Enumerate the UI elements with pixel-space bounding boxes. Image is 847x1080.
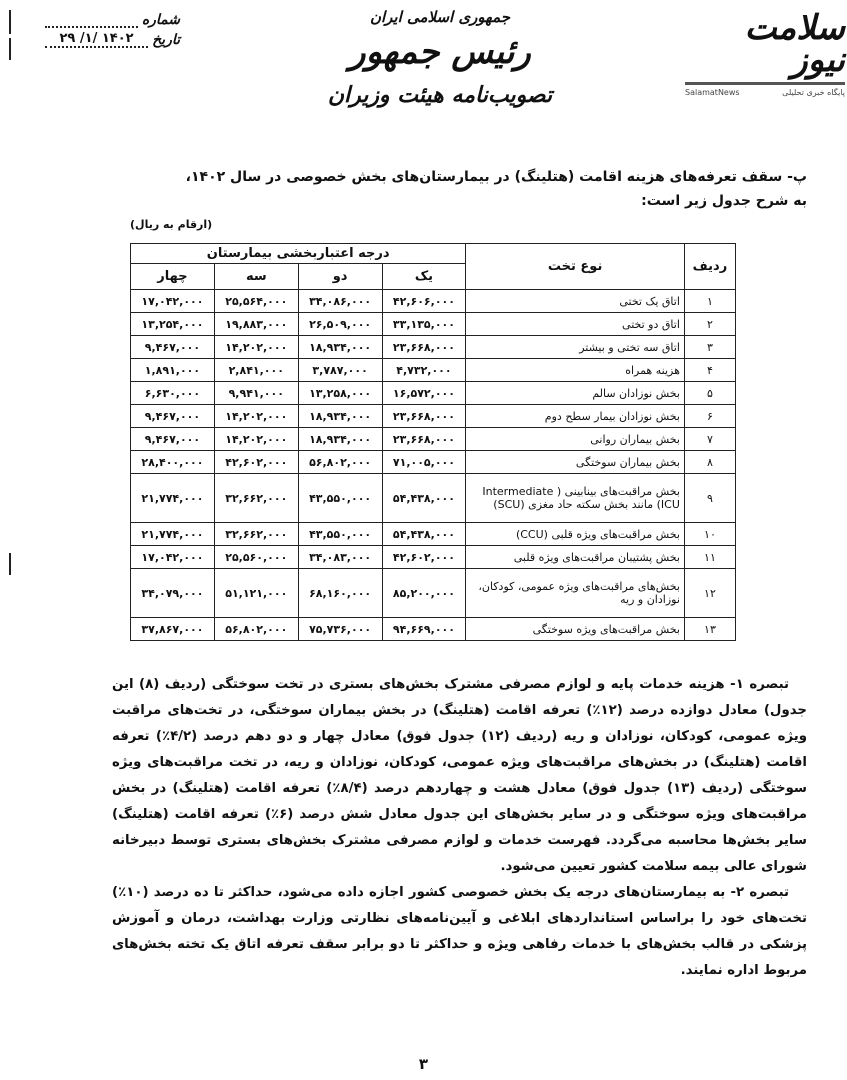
tariff-grade-2: ۱۸,۹۳۴,۰۰۰ bbox=[298, 428, 382, 451]
tariff-grade-4: ۱۷,۰۴۲,۰۰۰ bbox=[131, 290, 215, 313]
tariff-grade-3: ۱۹,۸۸۳,۰۰۰ bbox=[214, 313, 298, 336]
intro-line-2: به شرح جدول زیر است: bbox=[641, 193, 807, 209]
header-bed-type: نوع تخت bbox=[466, 244, 685, 290]
bed-type: بخش بیماران سوختگی bbox=[466, 451, 685, 474]
bed-type: اتاق دو تختی bbox=[466, 313, 685, 336]
table-row bbox=[131, 546, 736, 569]
tariff-grade-4: ۹,۴۶۷,۰۰۰ bbox=[131, 336, 215, 359]
table-row bbox=[131, 618, 736, 641]
number-label: شماره bbox=[141, 12, 180, 28]
intro-paragraph bbox=[87, 165, 807, 213]
scan-edge-mark bbox=[9, 38, 11, 60]
row-index: ۹ bbox=[684, 474, 735, 523]
tariff-grade-1: ۳۳,۱۳۵,۰۰۰ bbox=[382, 313, 466, 336]
row-index: ۱۳ bbox=[684, 618, 735, 641]
tariff-grade-3: ۵۶,۸۰۲,۰۰۰ bbox=[214, 618, 298, 641]
note-2: تبصره ۲- به بیمارستان‌های درجه یک بخش خصوصی کشور اجازه داده می‌شود، حداکثر تا ده درصد (۱۰٪) تخت‌های خود را براساس استانداردهای ابلاغی و آیین‌نامه‌های نظارتی وزارت بهداشت، درمان و آموزش پزشکی در قالب بخش‌های با خدمات رفاهی ویژه و حداکثر تا دو برابر سقف تعرفه اتاق یک تخته بخش‌های مربوط اداره نمایند. bbox=[112, 885, 807, 978]
row-index: ۶ bbox=[684, 405, 735, 428]
logo-divider bbox=[685, 82, 845, 85]
units-note: (ارقام به ریال) bbox=[130, 218, 213, 231]
tariff-grade-1: ۴۲,۶۰۲,۰۰۰ bbox=[382, 546, 466, 569]
tariff-grade-2: ۵۶,۸۰۲,۰۰۰ bbox=[298, 451, 382, 474]
date-label: تاریخ bbox=[152, 32, 180, 48]
tariff-grade-4: ۱۳,۲۵۴,۰۰۰ bbox=[131, 313, 215, 336]
tariff-grade-2: ۳۴,۰۸۶,۰۰۰ bbox=[298, 290, 382, 313]
tariff-grade-1: ۹۴,۶۶۹,۰۰۰ bbox=[382, 618, 466, 641]
tariff-grade-2: ۶۸,۱۶۰,۰۰۰ bbox=[298, 569, 382, 618]
tariff-grade-2: ۴۳,۵۵۰,۰۰۰ bbox=[298, 523, 382, 546]
row-index: ۱۱ bbox=[684, 546, 735, 569]
row-index: ۵ bbox=[684, 382, 735, 405]
row-index: ۴ bbox=[684, 359, 735, 382]
table-row bbox=[131, 474, 736, 523]
table-row bbox=[131, 359, 736, 382]
bed-type: بخش مراقبت‌های بینابینی ( Intermediate ICU) مانند بخش سکته حاد مغزی (SCU) bbox=[466, 474, 685, 523]
tariff-grade-4: ۲۸,۴۰۰,۰۰۰ bbox=[131, 451, 215, 474]
tariff-grade-2: ۱۸,۹۳۴,۰۰۰ bbox=[298, 336, 382, 359]
salamatnews-logo bbox=[685, 8, 845, 97]
row-index: ۳ bbox=[684, 336, 735, 359]
tariff-grade-2: ۴۳,۵۵۰,۰۰۰ bbox=[298, 474, 382, 523]
tariff-grade-3: ۴۲,۶۰۲,۰۰۰ bbox=[214, 451, 298, 474]
tariff-grade-3: ۳۲,۶۶۲,۰۰۰ bbox=[214, 474, 298, 523]
row-index: ۱۲ bbox=[684, 569, 735, 618]
row-index: ۱ bbox=[684, 290, 735, 313]
header-grade-group: درجه اعتباربخشی بیمارستان bbox=[131, 244, 466, 264]
row-index: ۱۰ bbox=[684, 523, 735, 546]
table-row bbox=[131, 451, 736, 474]
tariff-grade-2: ۱۳,۲۵۸,۰۰۰ bbox=[298, 382, 382, 405]
tariff-grade-1: ۵۴,۴۳۸,۰۰۰ bbox=[382, 474, 466, 523]
header-grade-2: دو bbox=[298, 264, 382, 290]
tariff-grade-3: ۲,۸۴۱,۰۰۰ bbox=[214, 359, 298, 382]
tariff-grade-1: ۵۴,۴۳۸,۰۰۰ bbox=[382, 523, 466, 546]
tariff-grade-4: ۳۷,۸۶۷,۰۰۰ bbox=[131, 618, 215, 641]
bed-type: اتاق سه تختی و بیشتر bbox=[466, 336, 685, 359]
document-meta bbox=[45, 8, 180, 48]
bed-type: بخش مراقبت‌های ویژه قلبی (CCU) bbox=[466, 523, 685, 546]
tariff-grade-3: ۱۴,۲۰۲,۰۰۰ bbox=[214, 336, 298, 359]
tariff-grade-3: ۳۲,۶۶۲,۰۰۰ bbox=[214, 523, 298, 546]
bed-type: بخش نوزادان سالم bbox=[466, 382, 685, 405]
letterhead bbox=[320, 8, 560, 108]
scan-edge-mark bbox=[9, 553, 11, 575]
tariff-grade-1: ۷۱,۰۰۵,۰۰۰ bbox=[382, 451, 466, 474]
tariff-grade-1: ۸۵,۲۰۰,۰۰۰ bbox=[382, 569, 466, 618]
tariff-grade-4: ۳۴,۰۷۹,۰۰۰ bbox=[131, 569, 215, 618]
tariff-grade-4: ۹,۴۶۷,۰۰۰ bbox=[131, 428, 215, 451]
tariff-grade-4: ۱,۸۹۱,۰۰۰ bbox=[131, 359, 215, 382]
bed-type: بخش مراقبت‌های ویژه سوختگی bbox=[466, 618, 685, 641]
tariff-grade-2: ۳۴,۰۸۳,۰۰۰ bbox=[298, 546, 382, 569]
number-row bbox=[45, 8, 180, 28]
date-value: ۱۴۰۲ /۱/ ۲۹ bbox=[45, 31, 148, 48]
table-row bbox=[131, 382, 736, 405]
bed-type: بخش پشتیبان مراقبت‌های ویژه قلبی bbox=[466, 546, 685, 569]
table-row bbox=[131, 405, 736, 428]
scan-edge-mark bbox=[9, 10, 11, 34]
date-row bbox=[45, 28, 180, 48]
tariff-grade-4: ۶,۶۳۰,۰۰۰ bbox=[131, 382, 215, 405]
office-title: رئیس جمهور bbox=[349, 32, 531, 72]
table-row bbox=[131, 428, 736, 451]
tariff-grade-3: ۲۵,۵۶۰,۰۰۰ bbox=[214, 546, 298, 569]
note-1: تبصره ۱- هزینه خدمات پایه و لوازم مصرفی مشترک بخش‌های بستری در تخت سوختگی (ردیف (۸) این جدول) معادل دوازده درصد (۱۲٪) تعرفه اقامت (هتلینگ) در بخش بیماران سوختگی، در تخت‌های مراقبت ویژه عمومی، کودکان، نوزادان و ریه (ردیف (۱۲) جدول فوق) معادل چهار و دو دهم درصد (۴/۲٪) تعرفه اقامت (هتلینگ) در بخش‌های مراقبت‌های ویژه عمومی، کودکان، نوزادان و ریه، در تخت مراقبت‌های ویژه سوختگی (ردیف (۱۳) جدول فوق) معادل هشت و چهاردهم درصد (۸/۴٪) تعرفه اقامت (هتلینگ) در بخش مراقبت‌های ویژه سوختگی و در سایر بخش‌های این جدول معادل شش درصد (۶٪) تعرفه اقامت (هتلینگ) سایر بخش‌ها محاسبه می‌گردد. فهرست خدمات و لوازم مصرفی مشترک بخش‌های بستری توسط دبیرخانه شورای عالی بیمه سلامت کشور تعیین می‌شود. bbox=[112, 677, 807, 874]
tariff-grade-4: ۲۱,۷۷۴,۰۰۰ bbox=[131, 523, 215, 546]
intro-line-1: پ- سقف تعرفه‌های هزینه اقامت (هتلینگ) در بیمارستان‌های بخش خصوصی در سال ۱۴۰۲، bbox=[185, 169, 807, 185]
tariff-grade-2: ۱۸,۹۳۴,۰۰۰ bbox=[298, 405, 382, 428]
header-row-index: ردیف bbox=[684, 244, 735, 290]
tariff-grade-1: ۴۲,۶۰۶,۰۰۰ bbox=[382, 290, 466, 313]
republic-title: جمهوری اسلامی ایران bbox=[369, 8, 511, 26]
bed-type: بخش‌های مراقبت‌های ویژه عمومی، کودکان، نوزادان و ریه bbox=[466, 569, 685, 618]
table-row bbox=[131, 523, 736, 546]
logo-subline bbox=[685, 88, 845, 97]
notes-section bbox=[112, 672, 807, 984]
table-row bbox=[131, 313, 736, 336]
bed-type: هزینه همراه bbox=[466, 359, 685, 382]
logo-latin: SalamatNews bbox=[685, 88, 740, 97]
bed-type: بخش بیماران روانی bbox=[466, 428, 685, 451]
tariff-grade-2: ۲۶,۵۰۹,۰۰۰ bbox=[298, 313, 382, 336]
tariff-grade-2: ۳,۷۸۷,۰۰۰ bbox=[298, 359, 382, 382]
logo-wordmark: سلامت نیوز bbox=[744, 8, 845, 80]
tariff-grade-4: ۱۷,۰۴۲,۰۰۰ bbox=[131, 546, 215, 569]
tariff-grade-1: ۲۳,۶۶۸,۰۰۰ bbox=[382, 336, 466, 359]
page-number: ۳ bbox=[418, 1055, 429, 1073]
tariff-grade-1: ۲۳,۶۶۸,۰۰۰ bbox=[382, 405, 466, 428]
header-grade-1: یک bbox=[382, 264, 466, 290]
row-index: ۸ bbox=[684, 451, 735, 474]
tariff-grade-1: ۲۳,۶۶۸,۰۰۰ bbox=[382, 428, 466, 451]
logo-tagline: پایگاه خبری تحلیلی bbox=[782, 88, 845, 97]
header-grade-3: سه bbox=[214, 264, 298, 290]
tariff-grade-1: ۴,۷۳۲,۰۰۰ bbox=[382, 359, 466, 382]
header-grade-4: چهار bbox=[131, 264, 215, 290]
tariff-grade-1: ۱۶,۵۷۲,۰۰۰ bbox=[382, 382, 466, 405]
tariff-grade-3: ۵۱,۱۲۱,۰۰۰ bbox=[214, 569, 298, 618]
number-value bbox=[45, 26, 138, 28]
tariff-grade-4: ۲۱,۷۷۴,۰۰۰ bbox=[131, 474, 215, 523]
table-row bbox=[131, 336, 736, 359]
table-row bbox=[131, 569, 736, 618]
tariff-grade-3: ۲۵,۵۶۴,۰۰۰ bbox=[214, 290, 298, 313]
document-subtitle: تصویب‌نامه هیئت وزیران bbox=[327, 82, 553, 108]
tariff-grade-3: ۹,۹۴۱,۰۰۰ bbox=[214, 382, 298, 405]
row-index: ۲ bbox=[684, 313, 735, 336]
row-index: ۷ bbox=[684, 428, 735, 451]
tariff-grade-3: ۱۴,۲۰۲,۰۰۰ bbox=[214, 405, 298, 428]
tariff-grade-3: ۱۴,۲۰۲,۰۰۰ bbox=[214, 428, 298, 451]
bed-type: بخش نوزادان بیمار سطح دوم bbox=[466, 405, 685, 428]
table-row bbox=[131, 290, 736, 313]
bed-type: اتاق یک تختی bbox=[466, 290, 685, 313]
tariff-table bbox=[130, 243, 736, 641]
tariff-grade-2: ۷۵,۷۳۶,۰۰۰ bbox=[298, 618, 382, 641]
tariff-grade-4: ۹,۴۶۷,۰۰۰ bbox=[131, 405, 215, 428]
